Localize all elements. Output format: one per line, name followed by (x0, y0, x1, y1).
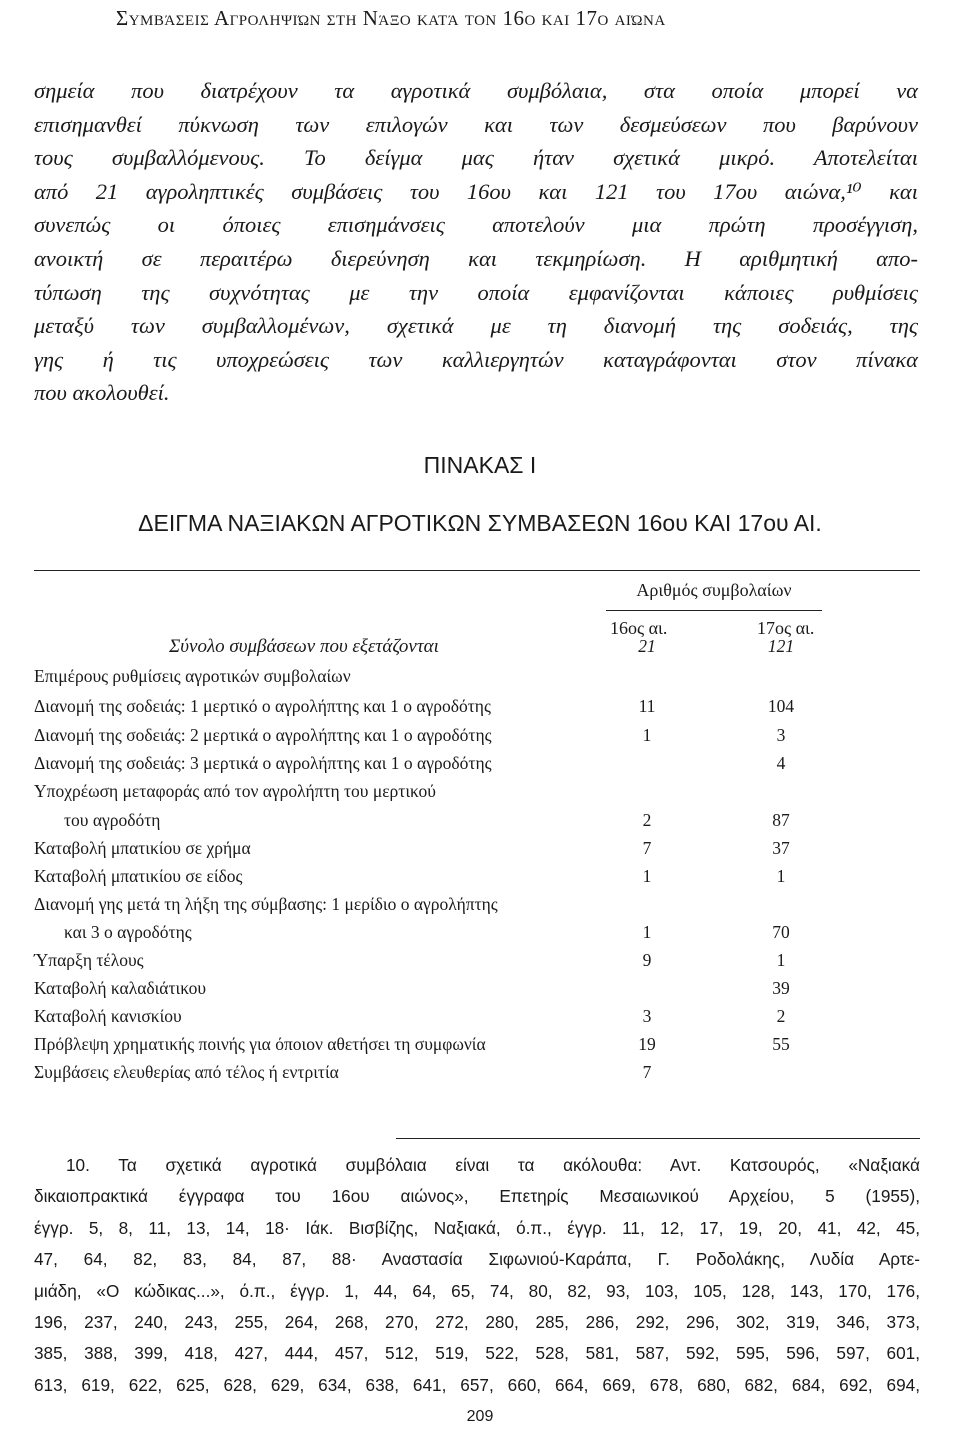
table-row (34, 922, 834, 950)
body-line: μεταξύ των συμβαλλομένων, σχετικά με τη διανομή της σοδειάς, της (34, 313, 918, 339)
body-line: τύπωση της συχνότητας με την οποία εμφανίζονται κάποιες ρυθμίσεις (34, 279, 918, 305)
table-subtitle: ΔΕΙΓΜΑ ΝΑΞΙΑΚΩΝ ΑΓΡΟΤΙΚΩΝ ΣΥΜΒΑΣΕΩΝ 16ου ΚΑΙ 17ου ΑΙ. (138, 510, 822, 536)
value-17th: 2 (776, 1006, 786, 1026)
value-17th: 3 (776, 725, 786, 745)
table-top-rule (34, 570, 920, 571)
page-number: 209 (466, 1408, 494, 1425)
table-row (34, 781, 834, 809)
footnote-line: έγγρ. 5, 8, 11, 13, 14, 18· Ιάκ. Βισβίζης, Ναξιακά, ό.π., έγγρ. 11, 12, 17, 19, 20, 41, 42, 45, (34, 1217, 920, 1238)
value-16th: 7 (642, 1062, 652, 1082)
value-16th: 1 (642, 725, 652, 745)
footnote-line: μιάδη, «Ο κώδικας...», ό.π., έγγρ. 1, 44, 64, 65, 74, 80, 82, 93, 103, 105, 128, 143, 170, 176, (34, 1280, 920, 1301)
row-label: Διανομή της σοδειάς: 1 μερτικό ο αγρολήπτης και 1 ο αγροδότης (34, 696, 491, 716)
value-16th: 21 (638, 636, 656, 656)
body-line: επισημανθεί πύκνωση των επιλογών και των δεσμεύσεων που βαρύνουν (34, 111, 918, 137)
row-label: Ύπαρξη τέλους (34, 950, 144, 970)
value-17th: 39 (772, 978, 790, 998)
column-header-16th: 16ος αι. (610, 618, 668, 638)
row-label: Καταβολή μπατικίου σε είδος (34, 866, 243, 886)
row-label: Σύνολο συμβάσεων που εξετάζονται (169, 636, 439, 657)
body-paragraph (34, 74, 918, 410)
value-17th: 1 (776, 950, 786, 970)
table-row (34, 866, 834, 894)
body-line: ανοικτή σε περαιτέρω διερεύνηση και τεκμηρίωση. Η αριθμητική απο- (34, 245, 918, 271)
value-17th: 87 (772, 810, 790, 830)
table-row (34, 725, 834, 753)
row-label: Υποχρέωση μεταφοράς από τον αγρολήπτη του μερτικού (34, 781, 436, 801)
footnote-rule (396, 1138, 920, 1139)
column-header-17th: 17ος αι. (757, 618, 815, 638)
value-17th: 104 (767, 696, 795, 716)
column-group-rule (606, 610, 822, 611)
body-line: συνεπώς οι όποιες επισημάνσεις αποτελούν μια πρώτη προσέγγιση, (34, 212, 918, 238)
body-line: από 21 αγροληπτικές συμβάσεις του 16ου και 121 του 17ου αιώνα,¹⁰ και (34, 178, 918, 204)
table-row (34, 696, 834, 724)
table-row (34, 1062, 834, 1090)
table-row (34, 810, 834, 838)
value-16th: 11 (638, 696, 656, 716)
row-label: Καταβολή καλαδιάτικου (34, 978, 207, 998)
body-line: τους συμβαλλόμενους. Το δείγμα μας ήταν σχετικά μικρό. Αποτελείται (34, 145, 918, 171)
value-16th: 1 (642, 866, 652, 886)
row-label: Διανομή της σοδειάς: 2 μερτικά ο αγρολήπτης και 1 ο αγροδότης (34, 725, 492, 745)
value-17th: 1 (776, 866, 786, 886)
footnote-line: 47, 64, 82, 83, 84, 87, 88· Αναστασία Σιφωνιού-Καράπα, Γ. Ροδολάκης, Λυδία Αρτε- (34, 1249, 920, 1270)
row-label: Διανομή της σοδειάς: 3 μερτικά ο αγρολήπτης και 1 ο αγροδότης (34, 753, 492, 773)
row-label: του αγροδότη (64, 810, 161, 830)
row-label: Διανομή γης μετά τη λήξη της σύμβασης: 1 μερίδιο ο αγρολήπτης (34, 894, 498, 914)
row-label: Καταβολή μπατικίου σε χρήμα (34, 838, 251, 858)
row-label: και 3 ο αγροδότης (64, 922, 192, 942)
value-16th: 1 (642, 922, 652, 942)
row-label: Καταβολή κανισκίου (34, 1006, 182, 1026)
table-row (34, 753, 834, 781)
footnote-line: δικαιοπρακτικά έγγραφα του 16ου αιώνος», Επετηρίς Μεσαιωνικού Αρχείου, 5 (1955), (34, 1186, 920, 1207)
value-16th: 2 (642, 810, 652, 830)
footnote-line: 10. Τα σχετικά αγροτικά συμβόλαια είναι τα ακόλουθα: Αντ. Κατσουρός, «Ναξιακά (66, 1155, 920, 1175)
row-label: Επιμέρους ρυθμίσεις αγροτικών συμβολαίων (34, 666, 351, 686)
table-row (34, 978, 834, 1006)
value-16th: 19 (638, 1034, 656, 1054)
value-16th: 7 (642, 838, 652, 858)
row-label: Πρόβλεψη χρηματικής ποινής για όποιον αθετήσει τη συμφωνία (34, 1034, 486, 1054)
value-17th: 37 (772, 838, 790, 858)
row-label: Συμβάσεις ελευθερίας από τέλος ή εντριτία (34, 1062, 339, 1082)
value-17th: 121 (767, 636, 795, 656)
table-row (34, 1006, 834, 1034)
footnote-line: 385, 388, 399, 418, 427, 444, 457, 512, 519, 522, 528, 581, 587, 592, 595, 596, 597, 601, (34, 1343, 920, 1364)
table-title: ΠΙΝΑΚΑΣ Ι (423, 452, 537, 478)
table-row (34, 1034, 834, 1062)
table-row (34, 950, 834, 978)
body-line: που ακολουθεί. (34, 380, 170, 406)
table-row (34, 666, 834, 694)
footnote-line: 613, 619, 622, 625, 628, 629, 634, 638, 641, 657, 660, 664, 669, 678, 680, 682, 684, 692, 694, (34, 1374, 920, 1395)
body-line: γης ή τις υποχρεώσεις των καλλιεργητών καταγράφονται στον πίνακα (34, 346, 918, 372)
footnote-line: 196, 237, 240, 243, 255, 264, 268, 270, 272, 280, 285, 286, 292, 296, 302, 319, 346, 373, (34, 1311, 920, 1332)
table-row-total (34, 636, 834, 664)
value-16th: 9 (642, 950, 652, 970)
value-17th: 55 (772, 1034, 790, 1054)
value-16th: 3 (642, 1006, 652, 1026)
column-group-header: Αριθμός συμβολαίων (636, 580, 792, 600)
table-row (34, 838, 834, 866)
footnote (34, 1150, 920, 1401)
value-17th: 70 (772, 922, 790, 942)
value-17th: 4 (776, 753, 786, 773)
running-header: Συμβάσεις Αγροληψιών στη Νάξο κατά τον 16ο και 17ο αιώνα (116, 6, 666, 30)
body-line: σημεία που διατρέχουν τα αγροτικά συμβόλαια, στα οποία μπορεί να (34, 78, 918, 103)
table-row (34, 894, 834, 922)
